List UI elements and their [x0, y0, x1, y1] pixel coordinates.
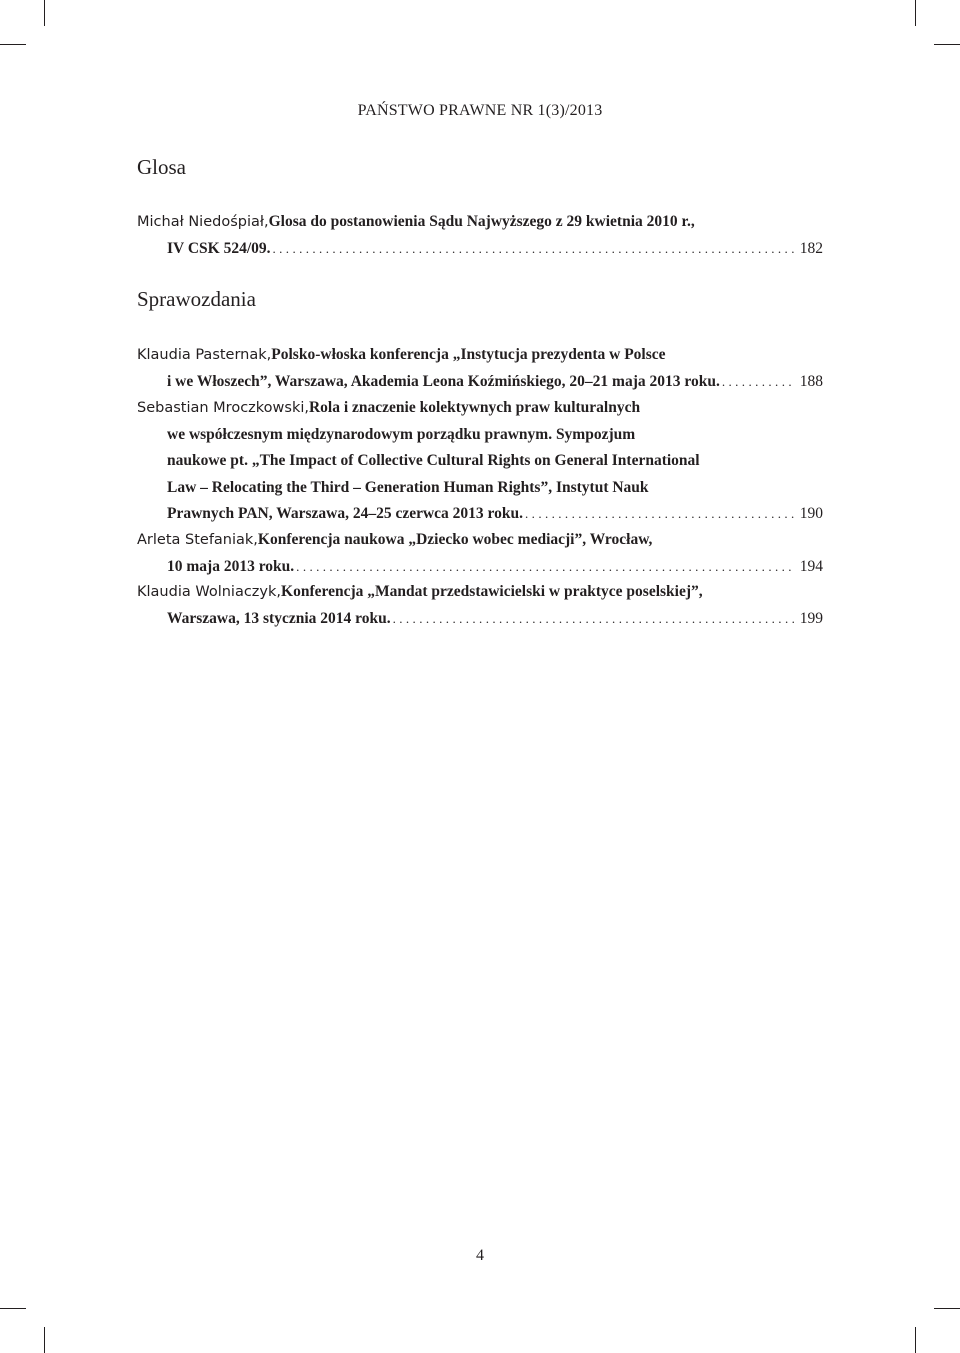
entry-title: Glosa do postanowienia Sądu Najwyższego z 29 kwietnia 2010 r.,: [268, 213, 695, 230]
crop-mark: [934, 44, 960, 45]
entry-title: 10 maja 2013 roku.: [167, 557, 295, 575]
toc-entry[interactable]: [137, 395, 823, 528]
crop-mark: [915, 0, 916, 26]
entry-author: Arleta Stefaniak,: [137, 532, 258, 548]
journal-header: PAŃSTWO PRAWNE NR 1(3)/2013: [357, 102, 603, 119]
entry-page-number: 182: [799, 239, 823, 257]
entry-title: Prawnych PAN, Warszawa, 24–25 czerwca 2013 roku.: [167, 505, 524, 522]
entry-author: Klaudia Wolniaczyk,: [137, 584, 282, 600]
entry-title: Konferencja naukowa „Dziecko wobec mediacji”, Wrocław,: [257, 531, 653, 548]
entry-author: Sebastian Mroczkowski,: [137, 400, 309, 416]
entry-author: Klaudia Pasternak,: [137, 347, 272, 363]
toc-entry[interactable]: [137, 209, 823, 262]
crop-mark: [934, 1308, 960, 1309]
section-title: Glosa: [137, 155, 186, 179]
entry-title: Warszawa, 13 stycznia 2014 roku.: [167, 609, 391, 627]
entry-author: Michał Niedośpiał,: [137, 214, 269, 230]
crop-mark: [0, 1308, 26, 1309]
entry-page-number: 188: [799, 372, 823, 390]
crop-mark: [0, 44, 26, 45]
entry-page-number: 199: [799, 609, 823, 627]
entry-page-number: 194: [799, 557, 823, 575]
entry-title: we współczesnym międzynarodowym porządku prawnym. Sympozjum: [167, 425, 636, 443]
page-number: 4: [476, 1247, 484, 1264]
toc-entry[interactable]: [137, 579, 823, 632]
entry-title: Rola i znaczenie kolektywnych praw kulturalnych: [308, 399, 641, 416]
entry-title: Polsko-włoska konferencja „Instytucja prezydenta w Polsce: [271, 346, 666, 363]
section-title: Sprawozdania: [137, 287, 256, 311]
dot-leader: [273, 236, 794, 263]
dot-leader: [525, 501, 794, 528]
toc-entry[interactable]: [137, 342, 823, 395]
toc-entry[interactable]: [137, 527, 823, 580]
entry-title: i we Włoszech”, Warszawa, Akademia Leona Koźmińskiego, 20–21 maja 2013 roku.: [167, 372, 720, 390]
entry-page-number: 190: [799, 505, 823, 522]
crop-mark: [44, 1327, 45, 1353]
crop-mark: [44, 0, 45, 26]
entry-title: naukowe pt. „The Impact of Collective Cultural Rights on General International: [167, 452, 700, 469]
entry-title: Law – Relocating the Third – Generation Human Rights”, Instytut Nauk: [167, 478, 649, 496]
entry-title: Konferencja „Mandat przedstawicielski w praktyce poselskiej”,: [281, 583, 703, 600]
entry-title: IV CSK 524/09.: [167, 239, 271, 257]
dot-leader: [393, 606, 794, 633]
crop-mark: [915, 1327, 916, 1353]
dot-leader: [722, 369, 794, 396]
dot-leader: [296, 554, 794, 581]
